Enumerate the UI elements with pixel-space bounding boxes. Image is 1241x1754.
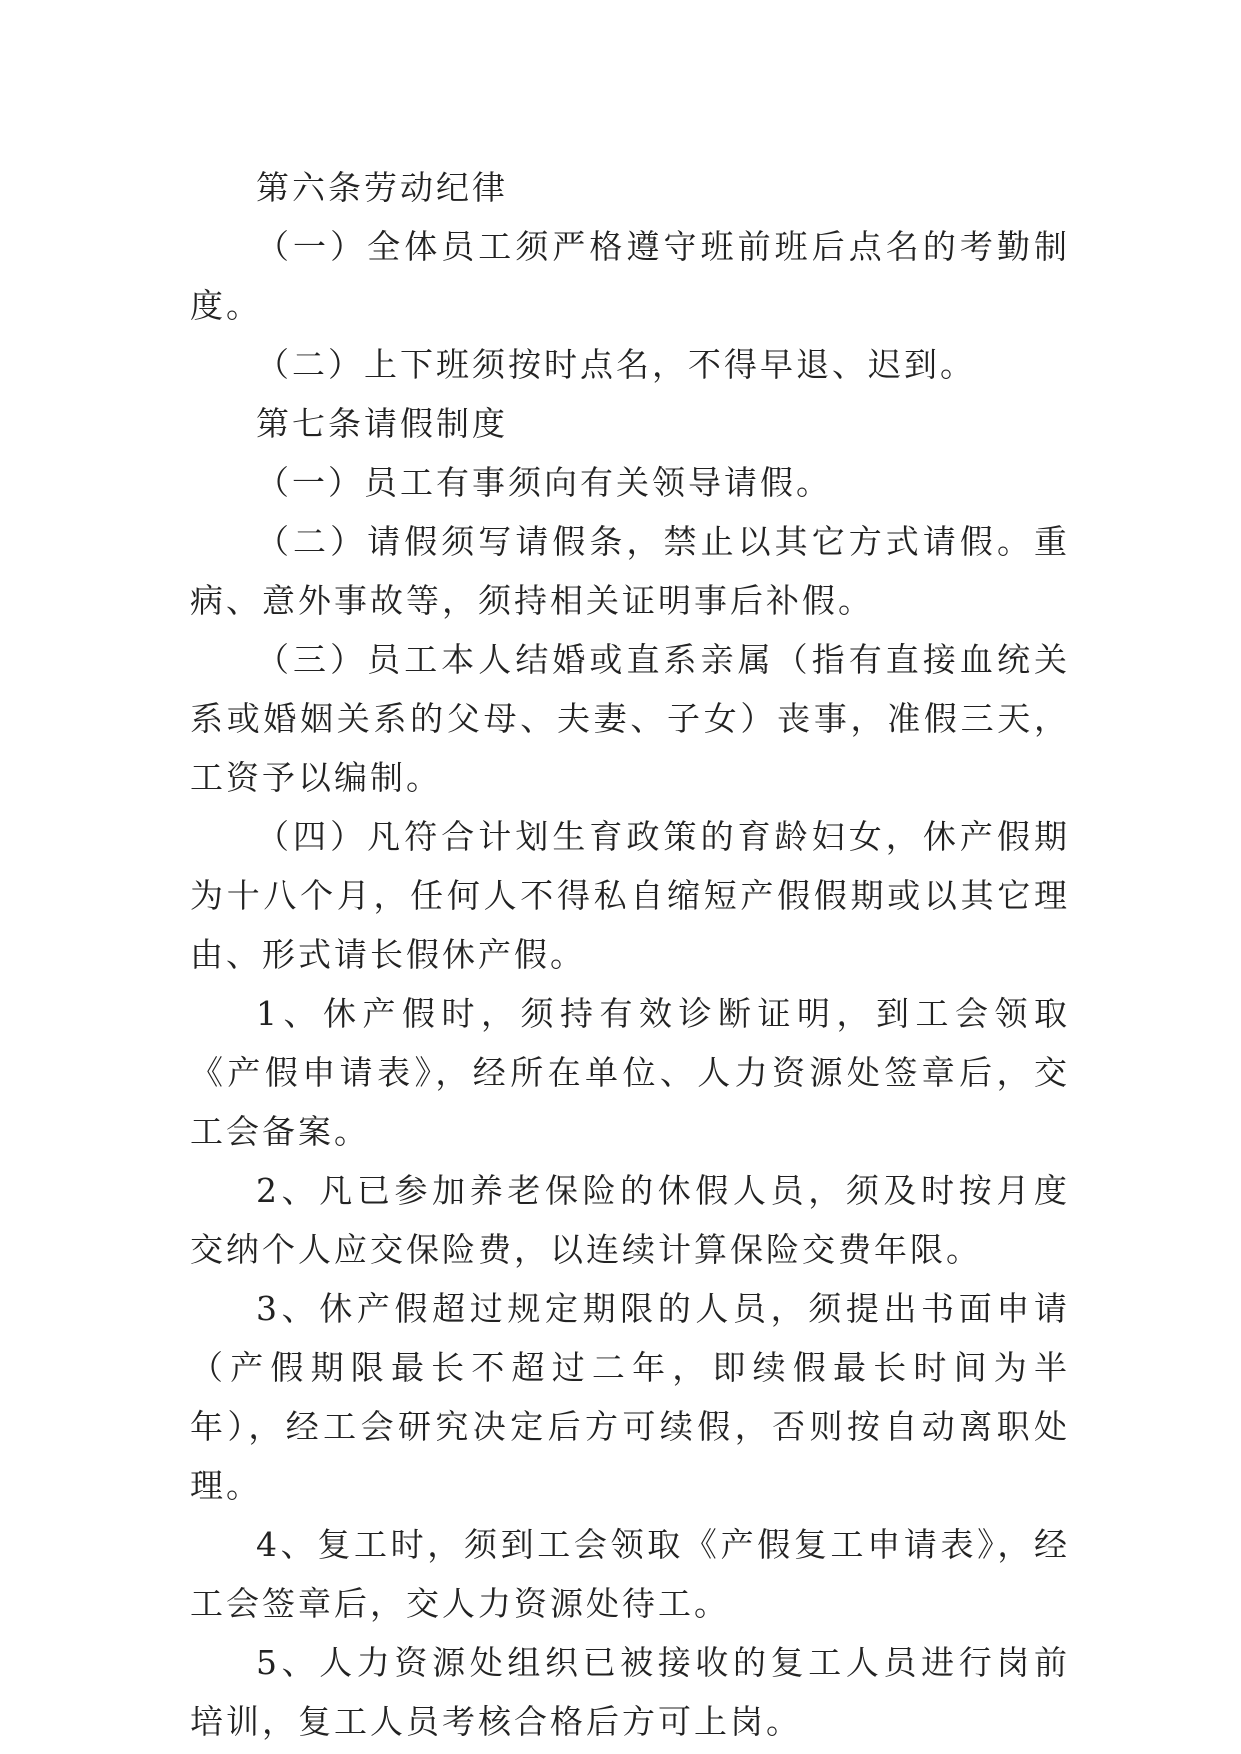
article-6-item-1: （一）全体员工须严格遵守班前班后点名的考勤制度。: [190, 227, 1070, 325]
maternity-rule-1: 1、休产假时，须持有效诊断证明，到工会领取《产假申请表》，经所在单位、人力资源处签章后，交工会备案。: [190, 994, 1070, 1151]
article-7-item-3: （三）员工本人结婚或直系亲属（指有直接血统关系或婚姻关系的父母、夫妻、子女）丧事，准假三天，工资予以编制。: [190, 640, 1070, 797]
document-body: [190, 158, 1070, 1751]
article-7-item-1: （一）员工有事须向有关领导请假。: [256, 463, 832, 502]
maternity-rule-2: 2、凡已参加养老保险的休假人员，须及时按月度交纳个人应交保险费，以连续计算保险交费年限。: [190, 1171, 1070, 1269]
article-7-heading: 第七条请假制度: [256, 404, 508, 443]
maternity-rule-4: 4、复工时，须到工会领取《产假复工申请表》，经工会签章后，交人力资源处待工。: [190, 1525, 1070, 1623]
maternity-rule-5: 5、人力资源处组织已被接收的复工人员进行岗前培训，复工人员考核合格后方可上岗。: [190, 1643, 1070, 1741]
maternity-rule-3: 3、休产假超过规定期限的人员，须提出书面申请（产假期限最长不超过二年，即续假最长时间为半年），经工会研究决定后方可续假，否则按自动离职处理。: [190, 1289, 1070, 1505]
article-6-item-2: （二）上下班须按时点名，不得早退、迟到。: [256, 345, 976, 384]
article-7-item-2: （二）请假须写请假条，禁止以其它方式请假。重病、意外事故等，须持相关证明事后补假。: [190, 522, 1070, 620]
article-6-heading: 第六条劳动纪律: [256, 168, 508, 207]
article-7-item-4: （四）凡符合计划生育政策的育龄妇女，休产假期为十八个月，任何人不得私自缩短产假假期或以其它理由、形式请长假休产假。: [190, 817, 1070, 974]
